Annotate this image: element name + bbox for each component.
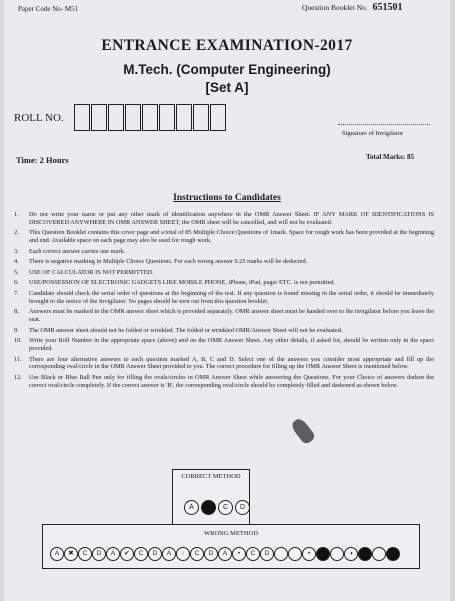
answer-bubble: D (204, 547, 218, 561)
answer-bubble: C (134, 547, 148, 561)
answer-bubble: D (92, 547, 106, 561)
wrong-method-label: WRONG METHOD (204, 530, 258, 537)
exam-time: Time: 2 Hours (16, 155, 69, 165)
answer-bubble: ✔ (120, 547, 134, 561)
instruction-text: This Question Booklet contains this cover page and a total of 85 Multiple Choice Questions of 1mark. Space for rough work has been provided at the beginning and end. Available space on each page may also be used for rough work. (29, 229, 434, 245)
instruction-text: Each correct answer carries one mark. (29, 247, 126, 255)
roll-digit-box[interactable] (210, 104, 226, 131)
answer-bubble: C (246, 547, 260, 561)
answer-bubble: • (302, 547, 316, 561)
instruction-item (14, 374, 434, 390)
instruction-text: The OMR answer sheet should not be folded or wrinkled. The folded or wrinkled OMR/Answer Sheet will not be evaluated. (29, 326, 343, 334)
instruction-text: USE/POSSESSION OF ELECTRONIC GADGETS LIKE MOBILE PHONE, iPhone, iPad, pager ETC. is not permitted. (29, 279, 336, 287)
pen-icon (289, 416, 316, 445)
answer-bubble (372, 547, 386, 561)
roll-digit-box[interactable] (91, 104, 107, 131)
instruction-item (14, 279, 434, 287)
total-marks: Total Marks: 85 (366, 153, 414, 161)
instruction-text: USE OF CALCULATOR IS NOT PERMITTED. (29, 268, 154, 276)
exam-cover-page (4, 0, 450, 601)
instruction-number: 12. (14, 373, 22, 381)
wrong-method-bubbles (50, 547, 400, 561)
instruction-text: Write your Roll Number in the appropriate space (above) and on the OMR Answer Sheet. Any other details, if asked for, should be written only in the space provided. (29, 337, 434, 353)
instruction-item (14, 356, 434, 372)
roll-digit-box[interactable] (125, 104, 141, 131)
answer-bubble (330, 547, 344, 561)
signature-line (338, 124, 430, 125)
roll-number-boxes[interactable] (74, 104, 227, 131)
signature-label: Signature of Invigilator (342, 130, 404, 137)
instruction-item (14, 229, 434, 245)
answer-bubble: • (232, 547, 246, 561)
instructions-list (14, 211, 434, 392)
instruction-text: Answers must be marked in the OMR answer sheet which is provided separately. OMR answer sheet must be handed over to the invigilator before you leave the seat. (29, 308, 434, 324)
answer-bubble (386, 547, 400, 561)
correct-method-label: CORRECT METHOD (181, 473, 241, 480)
instruction-number: 11. (14, 355, 22, 363)
answer-bubble: C (190, 547, 204, 561)
answer-bubble: A (184, 500, 199, 515)
instruction-item (14, 269, 434, 277)
answer-bubble (274, 547, 288, 561)
instruction-text: Do not write your name or put any other mark of identification anywhere in the OMR Answer Sheet. IF ANY MARK OF IDENTIFICATIONS IS DISCOVERED ANYWHERE IN OMR ANSWER SHEET, the OMR sheet will be cancelled, and will not be evaluated. (29, 211, 434, 226)
booklet-label: Question Booklet No. (302, 3, 368, 12)
roll-digit-box[interactable] (193, 104, 209, 131)
answer-bubble: C (78, 547, 92, 561)
instruction-number: 6. (14, 279, 19, 287)
instruction-number: 8. (14, 308, 19, 316)
answer-bubble: ↑ (176, 547, 190, 561)
answer-bubble: B (201, 500, 216, 515)
answer-bubble: ◑ (344, 547, 358, 561)
instruction-number: 9. (14, 326, 19, 334)
roll-digit-box[interactable] (142, 104, 158, 131)
instruction-item (14, 258, 434, 266)
course-name: M.Tech. (Computer Engineering) (123, 62, 331, 77)
answer-bubble: A (50, 547, 64, 561)
instruction-number: 5. (14, 268, 19, 276)
set-name: [Set A] (205, 80, 249, 95)
paper-code: Paper Code No- M51 (18, 5, 79, 13)
instruction-item (14, 290, 434, 306)
booklet-number-value: 651501 (372, 2, 403, 13)
booklet-number (302, 2, 403, 13)
instruction-number: 3. (14, 247, 19, 255)
instruction-item (14, 248, 434, 256)
instruction-number: 2. (14, 229, 19, 237)
answer-bubble: D (148, 547, 162, 561)
instructions-heading: Instructions to Candidates (173, 193, 281, 203)
instruction-text: Candidate should check the serial order of questions at the beginning of the test. If any question is found missing in the serial order, it should be immediately brought to the notice of the Invigilator. No pages should be torn out from this question booklet. (29, 289, 434, 305)
answer-bubble: D (235, 500, 250, 515)
answer-bubble: A (162, 547, 176, 561)
answer-bubble: A (218, 547, 232, 561)
instruction-item (14, 327, 434, 335)
roll-digit-box[interactable] (108, 104, 124, 131)
roll-digit-box[interactable] (159, 104, 175, 131)
answer-bubble: ✖ (64, 547, 78, 561)
wrong-method-box (42, 524, 420, 569)
roll-label: ROLL NO. (14, 112, 64, 124)
instruction-text: Use Black or Blue Ball Pen only for filling the ovals/circles in OMR Answer Sheet while answering the Questions. For your Choice of answers darken the correct oval/circle completely. If the correct answer is 'B', the corresponding oval/circle should be completely filled and darkened as shown below. (29, 373, 434, 389)
answer-bubble (316, 547, 330, 561)
instruction-item (14, 308, 434, 324)
instruction-item (14, 337, 434, 353)
answer-bubble: A (106, 547, 120, 561)
exam-subtitle (4, 61, 450, 97)
correct-method-box (172, 469, 250, 527)
answer-bubble (358, 547, 372, 561)
instruction-number: 7. (14, 289, 19, 297)
instruction-number: 4. (14, 258, 19, 266)
answer-bubble: C (218, 500, 233, 515)
correct-method-bubbles (184, 500, 250, 515)
answer-bubble: D (260, 547, 274, 561)
instruction-number: 10. (14, 337, 22, 345)
instruction-item (14, 211, 434, 227)
answer-bubble (288, 547, 302, 561)
exam-title: ENTRANCE EXAMINATION-2017 (101, 37, 353, 54)
instruction-text: There is negative marking in Multiple Choice Questions. For each wrong answer 0.25 marks will be deducted. (29, 258, 308, 266)
instruction-number: 1. (14, 211, 19, 218)
roll-digit-box[interactable] (176, 104, 192, 131)
instruction-text: There are four alternative answers to each question marked A, B, C and D. Select one of the answers you consider most appropriate and fill up the corresponding oval/circle in the OMR Answer Sheet provided to you. The correct procedure for filling up the OMR Answer Sheet is mentioned below. (29, 355, 434, 371)
roll-digit-box[interactable] (74, 104, 90, 131)
